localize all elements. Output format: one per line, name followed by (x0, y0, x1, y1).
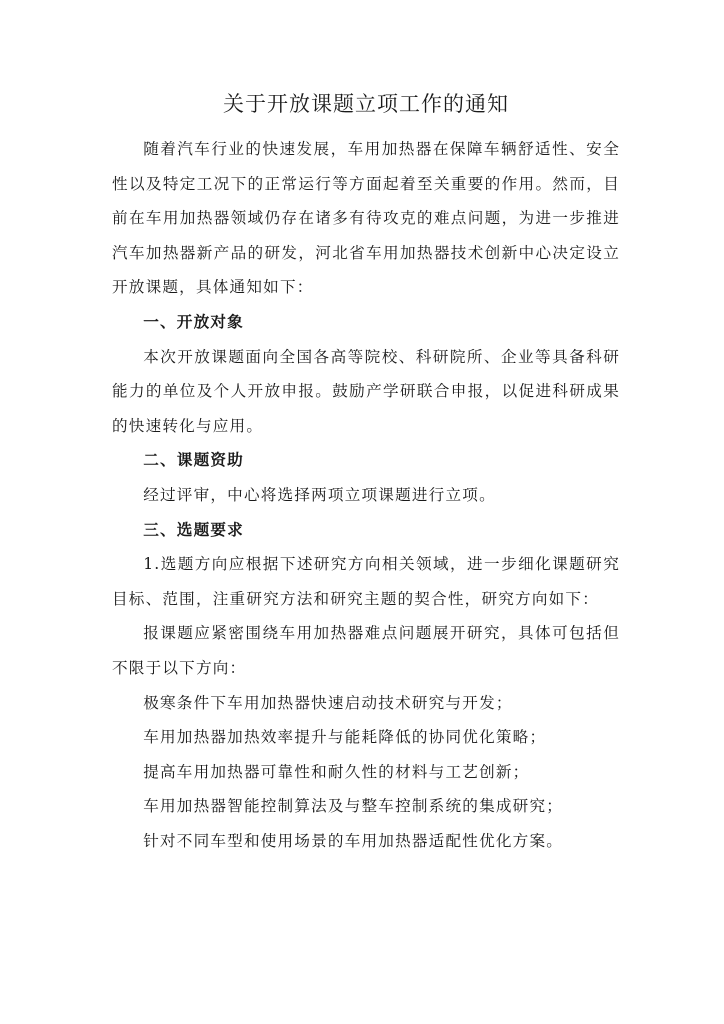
section-paragraph-open-target: 本次开放课题面向全国各高等院校、科研院所、企业等具备科研能力的单位及个人开放申报。鼓励产学研联合申报，以促进科研成果的快速转化与应用。 (112, 347, 620, 435)
section-paragraph-funding: 经过评审，中心将选择两项立项课题进行立项。 (143, 485, 496, 504)
research-direction-item: 提高车用加热器可靠性和耐久性的材料与工艺创新； (143, 762, 530, 781)
intro-paragraph: 随着汽车行业的快速发展，车用加热器在保障车辆舒适性、安全性以及特定工况下的正常运行等方面起着至关重要的作用。然而，目前在车用加热器领域仍存在诸多有待攻克的难点问题，为进一步推进汽车加热器新产品的研发，河北省车用加热器技术创新中心决定设立开放课题，具体通知如下： (112, 140, 620, 297)
document-body (112, 90, 620, 858)
research-direction-item: 车用加热器加热效率提升与能耗降低的协同优化策略； (143, 728, 547, 747)
document-title: 关于开放课题立项工作的通知 (223, 92, 509, 116)
research-direction-item: 极寒条件下车用加热器快速启动技术研究与开发； (143, 693, 513, 712)
section-heading-open-target: 一、开放对象 (143, 311, 244, 331)
research-direction-item: 车用加热器智能控制算法及与整车控制系统的集成研究； (143, 797, 564, 816)
section-heading-funding: 二、课题资助 (143, 450, 244, 470)
section-heading-requirements: 三、选题要求 (143, 519, 244, 539)
research-direction-item: 针对不同车型和使用场景的车用加热器适配性优化方案。 (143, 831, 564, 850)
section-paragraph-requirements-1: 1.选题方向应根据下述研究方向相关领域，进一步细化课题研究目标、范围，注重研究方法和研究主题的契合性，研究方向如下： (112, 555, 620, 608)
section-paragraph-requirements-2: 报课题应紧密围绕车用加热器难点问题展开研究，具体可包括但不限于以下方向： (112, 624, 620, 677)
